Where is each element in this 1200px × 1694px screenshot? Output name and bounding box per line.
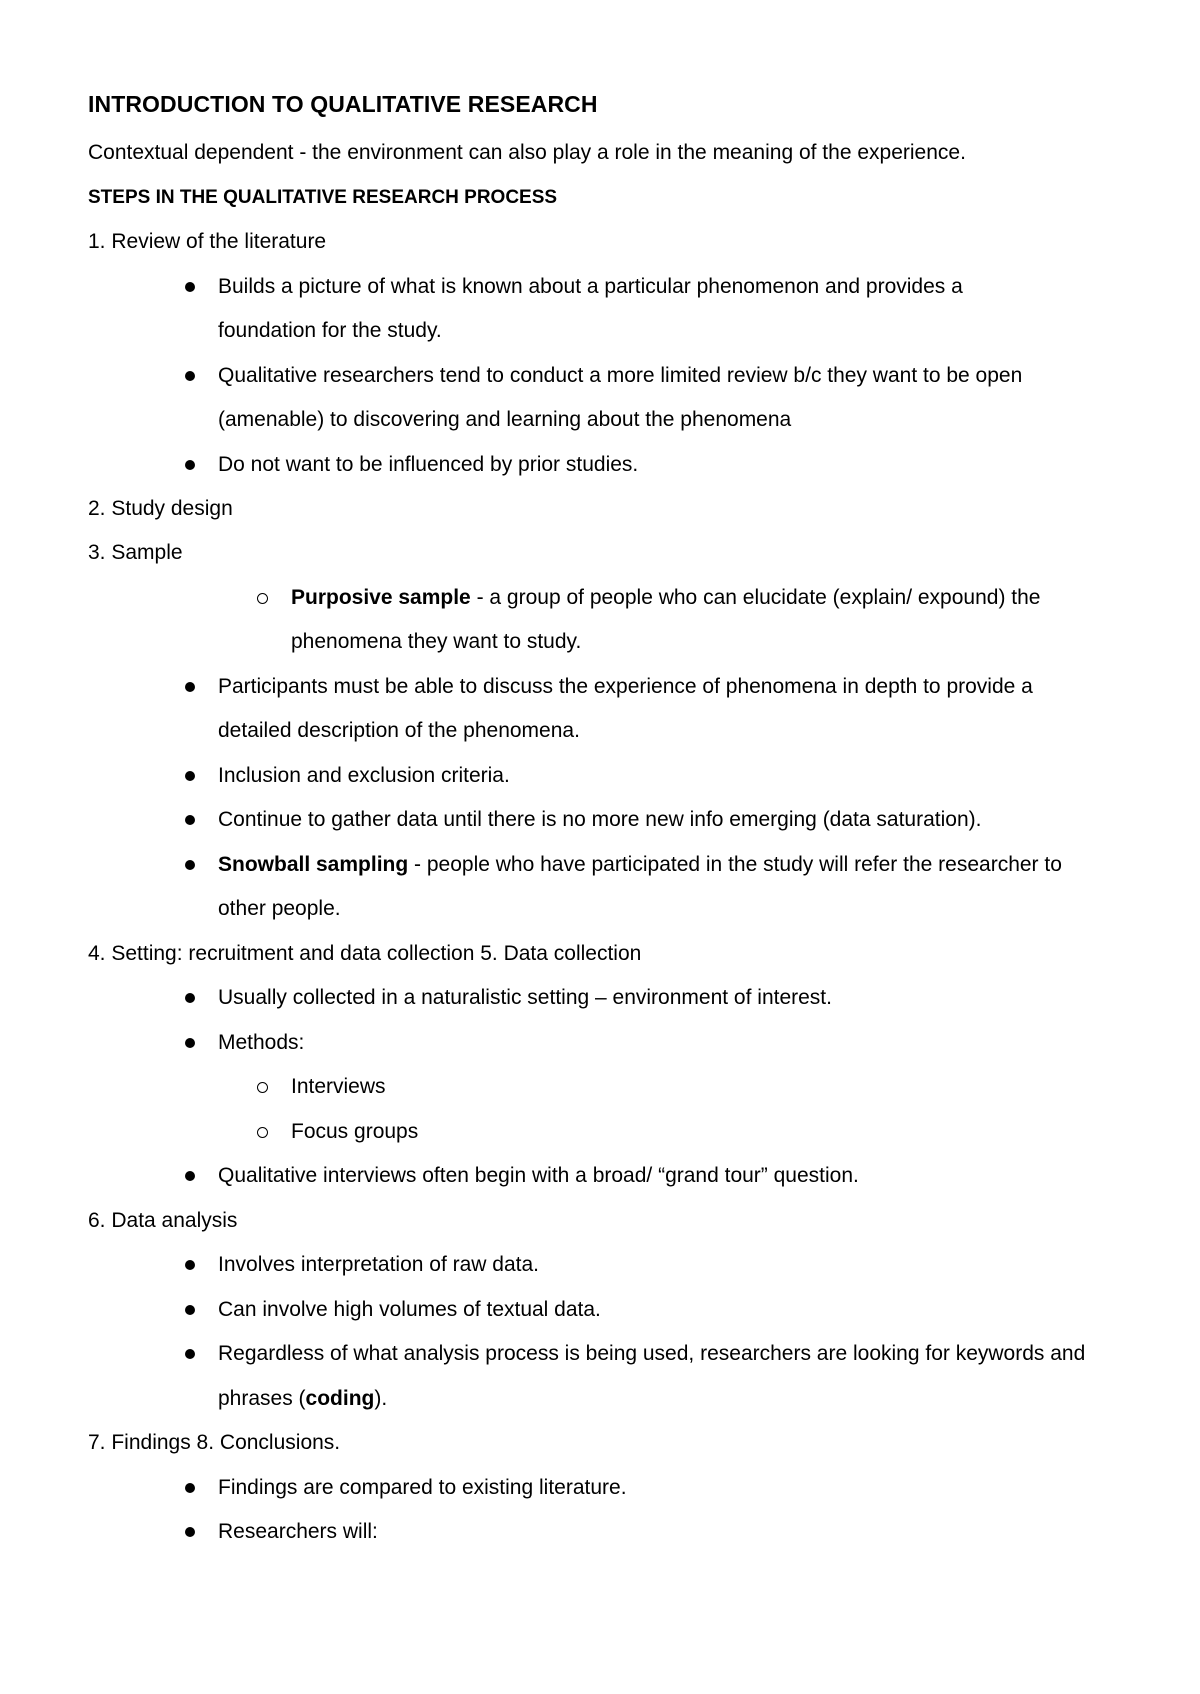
list-item-continuation: (amenable) to discovering and learning about the phenomena [218,408,792,431]
bullet-icon [185,371,195,381]
bullet-icon [185,460,195,470]
list-item-text: Findings are compared to existing literature. [218,1476,627,1499]
list-item-text: Qualitative interviews often begin with a broad/ “grand tour” question. [218,1164,859,1187]
list-item [218,1340,1140,1368]
list-item-text: Regardless of what analysis process is being used, researchers are looking for keywords and [218,1342,1086,1365]
hollow-bullet-icon [257,1127,268,1138]
bullet-icon [185,771,195,781]
list-item [218,673,1140,701]
step-6-heading: 6. Data analysis [88,1209,238,1232]
list-item [218,273,1140,301]
steps-heading: STEPS IN THE QUALITATIVE RESEARCH PROCESS [88,187,558,208]
bullet-icon [185,993,195,1003]
list-item [218,1251,1140,1279]
list-item-text: Builds a picture of what is known about a particular phenomenon and provides a [218,275,963,298]
list-item-text: - people who have participated in the study will refer the researcher to [408,853,1062,876]
step-1-heading: 1. Review of the literature [88,230,327,253]
list-item [218,451,1140,479]
list-item-text: Interviews [291,1075,386,1098]
step-7-8-heading: 7. Findings 8. Conclusions. [88,1431,341,1454]
bullet-icon [185,1260,195,1270]
list-item [218,1162,1140,1190]
bullet-icon [185,1305,195,1315]
list-item [291,1073,1140,1101]
list-item-text: Involves interpretation of raw data. [218,1253,540,1276]
bullet-icon [185,1483,195,1493]
coding-term: coding [305,1387,375,1410]
list-item [218,1518,1140,1546]
bullet-icon [185,1171,195,1181]
list-item-text: - a group of people who can elucidate (explain/ expound) the [470,586,1041,609]
step-3-heading: 3. Sample [88,541,183,564]
list-item [291,1118,1140,1146]
list-item-text: Methods: [218,1031,305,1054]
bullet-icon [185,815,195,825]
list-item-text: Participants must be able to discuss the experience of phenomena in depth to provide a [218,675,1033,698]
bullet-icon [185,1527,195,1537]
bullet-icon [185,1349,195,1359]
list-item-text: Can involve high volumes of textual data. [218,1298,601,1321]
list-item [218,1474,1140,1502]
bullet-icon [185,682,195,692]
list-item-continuation: other people. [218,897,341,920]
list-item [218,1296,1140,1324]
list-item-text: ). [374,1387,388,1410]
step-4-5-heading: 4. Setting: recruitment and data collection 5. Data collection [88,942,642,965]
list-item [218,762,1140,790]
bullet-icon [185,1038,195,1048]
bullet-icon [185,860,195,870]
list-item-text: Continue to gather data until there is no more new info emerging (data saturation). [218,808,982,831]
purposive-sample-term: Purposive sample [291,586,471,609]
list-item [218,851,1140,879]
list-item [218,1029,1140,1057]
snowball-sampling-term: Snowball sampling [218,853,409,876]
list-item-text: Researchers will: [218,1520,378,1543]
list-item-continuation: detailed description of the phenomena. [218,719,580,742]
list-item-text: Inclusion and exclusion criteria. [218,764,510,787]
list-item [218,362,1140,390]
bullet-icon [185,282,195,292]
list-item-text: Usually collected in a naturalistic setting – environment of interest. [218,986,832,1009]
list-item-continuation: foundation for the study. [218,319,442,342]
context-line: Contextual dependent - the environment can also play a role in the meaning of the experience. [88,141,966,164]
list-item [291,584,1140,612]
step-2-heading: 2. Study design [88,497,233,520]
list-item-text: Do not want to be influenced by prior studies. [218,453,639,476]
hollow-bullet-icon [257,1082,268,1093]
list-item [218,806,1140,834]
list-item-continuation: phenomena they want to study. [291,630,582,653]
document-title: INTRODUCTION TO QUALITATIVE RESEARCH [88,91,598,117]
list-item-text: Focus groups [291,1120,419,1143]
list-item-text: phrases ( [218,1387,306,1410]
list-item [218,984,1140,1012]
list-item-continuation [218,1385,1140,1413]
hollow-bullet-icon [257,593,268,604]
list-item-text: Qualitative researchers tend to conduct a more limited review b/c they want to be open [218,364,1023,387]
